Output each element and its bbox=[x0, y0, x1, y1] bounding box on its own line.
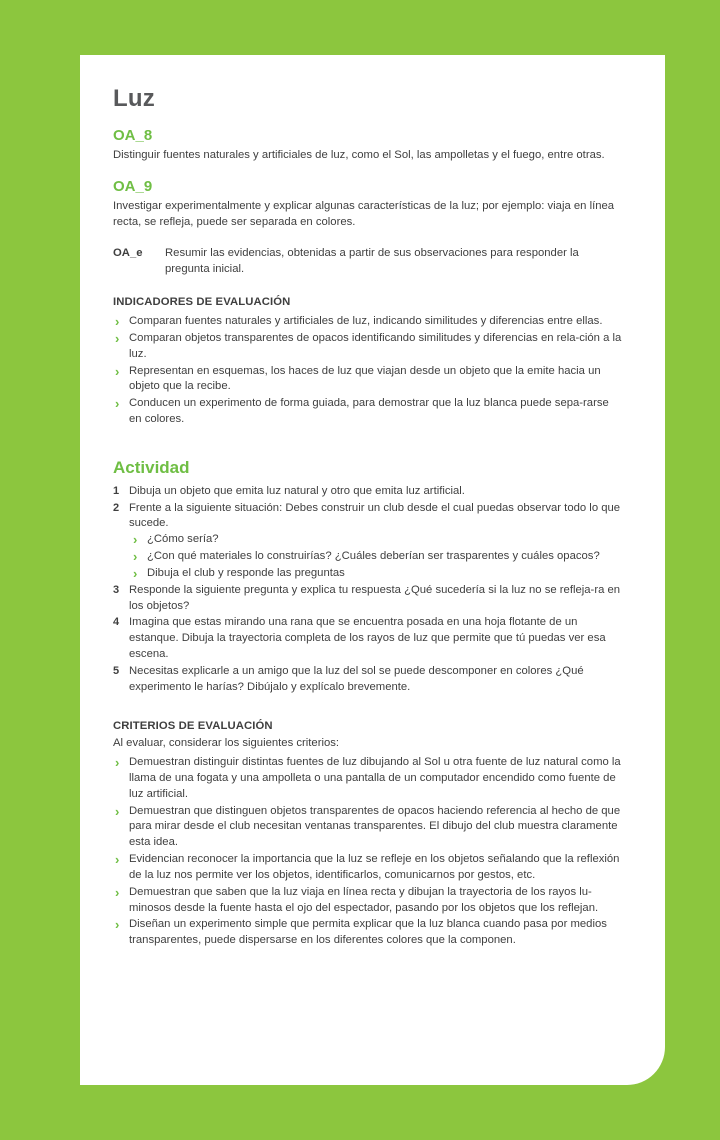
objective-text: Investigar experimentalmente y explicar algunas características de la luz; por ejemplo: viaja en línea recta, se refleja, puede ser separada en colores. bbox=[113, 200, 615, 229]
item-text: Dibuja un objeto que emita luz natural y otro que emita luz artificial. bbox=[129, 484, 465, 497]
list-item bbox=[113, 501, 623, 582]
item-number: 4 bbox=[113, 616, 120, 629]
oae-text: Resumir las evidencias, obtenidas a partir de sus observaciones para responder la pregunta inicial. bbox=[165, 247, 579, 276]
item-number: 5 bbox=[113, 664, 120, 677]
item-text: Imagina que estas mirando una rana que se encuentra posada en una hoja flotante de un estanque. Dibuja la trayectoria completa de los rayos de luz que permite que tú puedas ver esa escena. bbox=[129, 616, 606, 660]
item-number: 3 bbox=[113, 583, 120, 596]
objective-block bbox=[113, 178, 623, 230]
objective-code: OA_9 bbox=[113, 178, 153, 196]
list-item: › Representan en esquemas, los haces de luz que viajan desde un objeto que la emite hacia un objeto que la recibe. bbox=[113, 364, 623, 396]
list-item: › Comparan objetos transparentes de opacos identificando similitudes y diferencias en rela-ción a la luz. bbox=[113, 331, 623, 363]
list-item bbox=[113, 583, 623, 615]
list-item: › Evidencian reconocer la importancia que la luz se refleje en los objetos señalando que la reflexión de la luz nos permite ver los objetos, identificarlos, comunicarnos por gestos, etc. bbox=[113, 852, 623, 884]
oae-code: OA_e bbox=[113, 247, 143, 260]
list-item: › Diseñan un experimento simple que permita explicar que la luz blanca cuando pasa por medios transparentes, puede dispersarse en los diferentes colores que la componen. bbox=[113, 917, 623, 949]
objective-text: Distinguir fuentes naturales y artificiales de luz, como el Sol, las ampolletas y el fuego, entre otras. bbox=[113, 149, 605, 161]
list-item: › Dibuja el club y responde las preguntas bbox=[129, 566, 623, 582]
list-item bbox=[113, 615, 623, 662]
list-item: › Comparan fuentes naturales y artificiales de luz, indicando similitudes y diferencias entre ellas. bbox=[113, 314, 623, 330]
list-item: › Conducen un experimento de forma guiada, para demostrar que la luz blanca puede sepa-rarse en colores. bbox=[113, 396, 623, 428]
indicators-list bbox=[113, 314, 623, 428]
item-number: 1 bbox=[113, 484, 120, 497]
criteria-list bbox=[113, 755, 623, 949]
list-item bbox=[113, 484, 623, 500]
oae-block bbox=[113, 245, 623, 277]
objective-code: OA_8 bbox=[113, 127, 153, 144]
criteria-intro: Al evaluar, considerar los siguientes criterios: bbox=[113, 737, 340, 750]
list-item: › Demuestran distinguir distintas fuentes de luz dibujando al Sol u otra fuente de luz natural como la llama de una fogata y una ampolleta o una pantalla de un computador encendido como fuente de luz artificial. bbox=[113, 755, 623, 802]
list-item: › Demuestran que saben que la luz viaja en línea recta y dibujan la trayectoria de los rayos lu-minosos desde la fuente hasta el ojo del espectador, pasando por los objetos que los reflejan. bbox=[113, 885, 623, 917]
item-text: Responde la siguiente pregunta y explica tu respuesta ¿Qué sucedería si la luz no se refleja-ra en los objetos? bbox=[129, 583, 621, 612]
item-number: 2 bbox=[113, 501, 120, 514]
objective-block bbox=[113, 127, 623, 163]
activity-list bbox=[113, 484, 623, 696]
sub-list bbox=[129, 532, 623, 581]
document-page bbox=[80, 55, 665, 1085]
criteria-heading: CRITERIOS DE EVALUACIÓN bbox=[113, 720, 273, 733]
list-item: › Demuestran que distinguen objetos transparentes de opacos haciendo referencia al hecho de que para mirar desde el club necesitan ventanas transparentes. El dibujo del club muestra claramente esta idea. bbox=[113, 804, 623, 851]
list-item: › ¿Cómo sería? bbox=[129, 532, 623, 548]
list-item: › ¿Con qué materiales lo construirías? ¿Cuáles deberían ser trasparentes y cuáles opacos? bbox=[129, 549, 623, 565]
indicators-heading: INDICADORES DE EVALUACIÓN bbox=[113, 296, 291, 309]
page-title: Luz bbox=[113, 85, 155, 112]
activity-heading: Actividad bbox=[113, 457, 190, 477]
item-text: Necesitas explicarle a un amigo que la luz del sol se puede descomponer en colores ¿Qué experimento le harías? Dibújalo y explícalo brevemente. bbox=[129, 664, 584, 693]
item-text: Frente a la siguiente situación: Debes construir un club desde el cual puedas observar todo lo que sucede. bbox=[129, 501, 621, 530]
list-item bbox=[113, 664, 623, 696]
